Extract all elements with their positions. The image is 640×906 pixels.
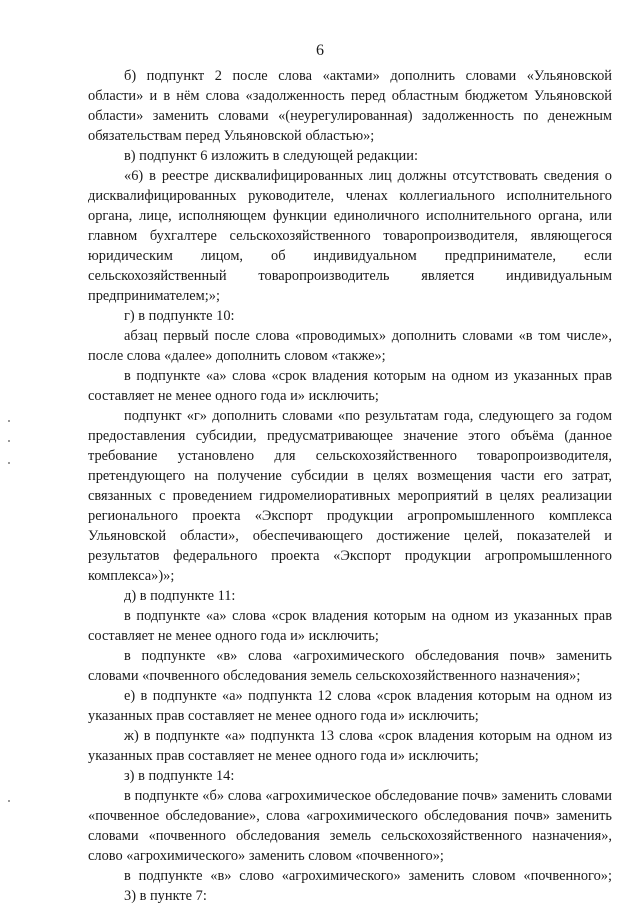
scan-mark xyxy=(8,420,10,422)
paragraph-d-a: в подпункте «а» слова «срок владения которым на одном из указанных прав составляет не менее одного года и» исключить; xyxy=(88,608,612,644)
paragraph-v: в) подпункт 6 изложить в следующей редакции: xyxy=(124,148,418,164)
paragraph-z-v: в подпункте «в» слово «агрохимического» заменить словом «почвенного»; xyxy=(124,868,612,884)
paragraph-z-b: в подпункте «б» слова «агрохимическое обследование почв» заменить словами «почвенное обследование», слова «агрохимического обследования почв» заменить словами «почвенного обследования земель сельскохозяйственного назначения», слово «агрохимического» заменить словом «почвенного»; xyxy=(88,788,612,864)
paragraph-d-v: в подпункте «в» слова «агрохимического обследования почв» заменить словами «почвенного обследования земель сельскохозяйственного назначения»; xyxy=(88,648,612,684)
paragraph-new-6: «6) в реестре дисквалифицированных лиц должны отсутствовать сведения о дисквалифицированных руководителе, членах коллегиального исполнительного органа, лице, исполняющем функции единоличного исполнительного органа, или главном бухгалтере сельскохозяйственного товаропроизводителя, являющегося юридическим лицом, об индивидуальном предпринимателе, если сельскохозяйственный товаропроизводитель является индивидуальным предпринимателем;»; xyxy=(88,168,612,304)
paragraph-g-a: в подпункте «а» слова «срок владения которым на одном из указанных прав составляет не менее одного года и» исключить; xyxy=(88,368,612,404)
paragraph-z: з) в подпункте 14: xyxy=(124,768,235,784)
paragraph-b: б) подпункт 2 после слова «актами» дополнить словами «Ульяновской области» и в нём слова «задолженность перед областным бюджетом Ульяновской области» заменить словами «(неурегулированная) задолженность по денежным обязательствам перед Ульяновской областью»; xyxy=(88,68,612,144)
document-body xyxy=(88,66,612,906)
paragraph-g: г) в подпункте 10: xyxy=(124,308,235,324)
scan-mark xyxy=(8,800,10,802)
paragraph-zh: ж) в подпункте «а» подпункта 13 слова «срок владения которым на одном из указанных прав составляет не менее одного года и» исключить; xyxy=(88,728,612,764)
scan-mark xyxy=(8,440,10,442)
paragraph-g-abzac: абзац первый после слова «проводимых» дополнить словами «в том числе», после слова «далее» дополнить словом «также»; xyxy=(88,328,612,364)
scan-mark xyxy=(8,462,10,464)
page-number: 6 xyxy=(316,42,324,59)
paragraph-g-g: подпункт «г» дополнить словами «по результатам года, следующего за годом предоставления субсидии, предусматривающее значение этого объёма (данное требование установлено для сельскохозяйственного товаропроизводителя, претендующего на получение субсидии в целях возмещения части его затрат, связанных с проведением гидромелиоративных мероприятий в целях реализации регионального проекта «Экспорт продукции агропромышленного комплекса Ульяновской области», обеспечивающего достижение целей, показателей и результатов федерального проекта «Экспорт продукции агропромышленного комплекса»)»; xyxy=(88,408,612,584)
paragraph-e: е) в подпункте «а» подпункта 12 слова «срок владения которым на одном из указанных прав составляет не менее одного года и» исключить; xyxy=(88,688,612,724)
paragraph-d: д) в подпункте 11: xyxy=(124,588,236,604)
paragraph-3: 3) в пункте 7: xyxy=(124,888,207,904)
